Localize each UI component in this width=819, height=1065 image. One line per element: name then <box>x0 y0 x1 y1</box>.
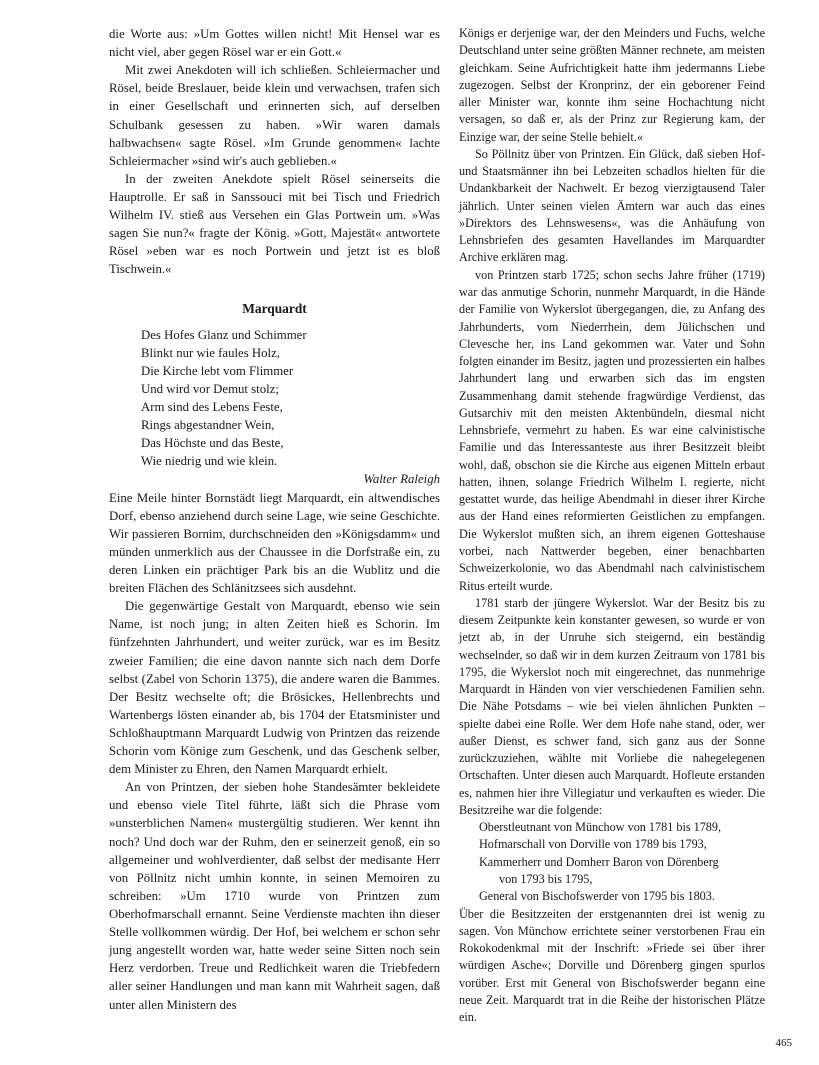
paragraph: 1781 starb der jüngere Wykerslot. War der Besitz bis zu diesem Zeitpunkte kein konstanter gewesen, so wurde er von jetzt ab, in der Unruhe sich steigernd, ein beständig wechselnder, so daß wir in dem kurzen Zeitraum von 1781 bis 1795, die Wykerslot noch mit eingerechnet, das nunmehrige Marquardt in Händen von vier verschiedenen Familien sehn. Die Nähe Potsdams – wie bei vielen ähnlichen Punkten – spielte dabei eine Rolle. Wer dem Hofe nahe stand, oder, wer außer Dienst, es schwer fand, sich ganz aus der Sonne zurückzuziehen, wählte mit Vorliebe die nahegelegenen Ortschaften. Unter diesen auch Marquardt. Hofleute erstanden es, nahmen hier ihre Villegiatur und verkauften es wieder. Die Besitzreihe war die folgende: <box>459 595 765 817</box>
poem-line: Des Hofes Glanz und Schimmer <box>141 327 307 342</box>
page-number: 465 <box>775 1037 792 1049</box>
right-column <box>459 25 765 1026</box>
poem-attribution: Walter Raleigh <box>363 472 440 487</box>
owner-entry: Hofmarschall von Dorville von 1789 bis 1793, <box>479 837 707 852</box>
paragraph: von Printzen starb 1725; schon sechs Jahre früher (1719) war das anmutige Schorin, nunmehr Marquardt, in die Hände der Familie von Wykerslot übergegangen, die, zu Anfang des Jahrhunderts, vom Niederrhein, dem Jülichschen und Clevesche her, ins Land gekommen war. Vater und Sohn folgten einander im Besitz, jagten und prozessierten ein halbes Jahrhundert lang und erwarben sich das im engsten Zusammenhang damit stehende fragwürdige Verdienst, das Gutsarchiv mit den meisten Aktenbündeln, diesmal nicht Lehnsbriefe, vermehrt zu haben. Es war eine calvinistische Familie und das Interessanteste aus ihrer Besitzzeit bleibt wohl, daß, obschon sie die Kirche aus eigenen Mitteln erbaut hatten, ihnen, solange Friedrich Wilhelm I. regierte, nicht gestattet wurde, das heilige Abendmahl in dieser ihrer Kirche aus der Hand eines reformierten Geistlichen zu empfangen. Die Wykerslot mußten sich, an ihrem eigenen Gotteshause vorbei, nach Nattwerder begeben, einer benachbarten Schweizerkolonie, wo das Abendmahl nach calvinistischem Ritus erteilt wurde. <box>459 267 765 593</box>
paragraph: An von Printzen, der sieben hohe Standesämter bekleidete und ebenso viele Titel führte, läßt sich die Phrase vom »unsterblichen Namen« mustergültig studieren. Wer kennt ihn noch? Und doch war der Ruhm, den er seinerzeit genoß, ein so allgemeiner und wohlverdienter, daß selbst der medisante Herr von Pöllnitz nicht umhin konnte, in seinen Memoiren zu schreiben: »Um 1710 wurde von Printzen zum Oberhofmarschall ernannt. Seine Verdienste machten ihn dieser Stelle vollkommen würdig. Der Hof, bei welchem er schon sehr jung angestellt worden war, hatte weder seine Sitten noch sein Herz verdorben. Treue und Redlichkeit waren die Triebfedern aller seiner Handlungen und man kann mit Wahrheit sagen, daß unter allen Ministern des <box>109 780 440 1012</box>
poem-line: Und wird vor Demut stolz; <box>141 381 279 396</box>
poem-line: Arm sind des Lebens Feste, <box>141 399 283 414</box>
epigraph-poem <box>141 326 440 471</box>
paragraph: Königs er derjenige war, der den Meinders und Fuchs, welche Deutschland unter seine größten Männer rechnete, am meisten gleichkam. Seine Aufrichtigkeit hatte ihm jedermanns Liebe zugezogen. Selbst der Kronprinz, der ein geborener Feind aller Minister war, konnte ihm seine Hochachtung nicht versagen, so daß er, als der Prinz zur Regierung kam, der Einzige war, der seine Stelle behielt.« <box>459 26 765 144</box>
owner-list <box>479 819 765 905</box>
owner-entry: von 1793 bis 1795, <box>499 872 593 887</box>
paragraph: die Worte aus: »Um Gottes willen nicht! Mit Hensel war es nicht viel, aber gegen Rösel war er ein Gott.« <box>109 27 440 60</box>
owner-entry: General von Bischofswerder von 1795 bis 1803. <box>479 889 715 904</box>
paragraph: Mit zwei Anekdoten will ich schließen. Schleiermacher und Rösel, beide Breslauer, beide klein und verwachsen, trafen sich in einer Gesellschaft und erinnerten sich, auf derselben Schulbank gesessen zu haben. »Wir waren damals halbwachsen« sagte Rösel. »Im Grunde genommen« lachte Schleiermacher »sind wir's auch geblieben.« <box>109 63 440 168</box>
poem-line: Wie niedrig und wie klein. <box>141 454 278 469</box>
paragraph: Über die Besitzzeiten der erstgenannten drei ist wenig zu sagen. Von Münchow errichtete seiner verstorbenen Frau ein Rokokodenkmal mit der Inschrift: »Friede sei über ihrer würdigen Asche«; Dorville und Dörenberg gingen spurlos vorüber. Erst mit General von Bischofswerder begann eine neue Zeit. Marquardt trat in die Reihe der historischen Plätze ein. <box>459 906 765 1025</box>
owner-entry: Kammerherr und Domherr Baron von Dörenberg <box>479 854 719 869</box>
poem-line: Die Kirche lebt vom Flimmer <box>141 363 294 378</box>
poem-line: Blinkt nur wie faules Holz, <box>141 345 280 360</box>
paragraph: So Pöllnitz über von Printzen. Ein Glück, daß sieben Hof- und Staatsmänner ihn bei Lebzeiten schadlos hielten für die Undankbarkeit der Nachwelt. Er bezog vierzigtausend Taler jährlich. Unter seinen vielen Ämtern war auch das eines »Direktors des Lehnswesens«, was die Anhäufung von Lehnsbriefen des gesamten Havellandes im Marquardter Archive erklären mag. <box>459 146 765 265</box>
owner-entry: Oberstleutnant von Münchow von 1781 bis 1789, <box>479 820 722 835</box>
paragraph: Eine Meile hinter Bornstädt liegt Marquardt, ein altwendisches Dorf, ebenso anziehend durch seine Lage, wie seine Geschichte. Wir passieren Bornim, durchschneiden den »Königsdamm« und münden unmerklich aus der Chaussee in die Dorfstraße ein, zu deren Linken ein prächtiger Park bis an die Wublitz und die breiten Flächen des Schlänitzsees sich ausdehnt. <box>109 490 440 596</box>
paragraph: In der zweiten Anekdote spielt Rösel seinerseits die Hauptrolle. Er saß in Sanssouci mit bei Tisch und Friedrich Wilhelm IV. stieß aus Versehen ein Glas Portwein um. »Was sagen Sie nun?« fragte der König. »Gott, Majestät« antwortete Rösel »eben war es noch Portwein und jetzt ist es bloß Tischwein.« <box>109 171 440 277</box>
poem-line: Das Höchste und das Beste, <box>141 436 284 451</box>
poem-line: Rings abgestandner Wein, <box>141 418 275 433</box>
left-column <box>109 25 440 1014</box>
paragraph: Die gegenwärtige Gestalt von Marquardt, ebenso wie sein Name, ist noch jung; in alten Zeiten hieß es Schorin. Im fünfzehnten Jahrhundert, und weiter zurück, war es im Besitz zweier Familien; die eine davon nannte sich nach dem Dorfe selbst (Zabel von Schorin 1375), die andere waren die Bammes. Der Besitz wechselte oft; die Brösickes, Hellenbrechts und Wartenbergs lösten einander ab, bis 1704 der Etatsminister und Schloßhauptmann Marquardt Ludwig von Printzen das reizende Schorin vom Könige zum Geschenk, und das Geschenk selber, dem Minister zu Ehren, den Namen Marquardt erhielt. <box>109 599 440 777</box>
section-heading: Marquardt <box>242 300 307 316</box>
